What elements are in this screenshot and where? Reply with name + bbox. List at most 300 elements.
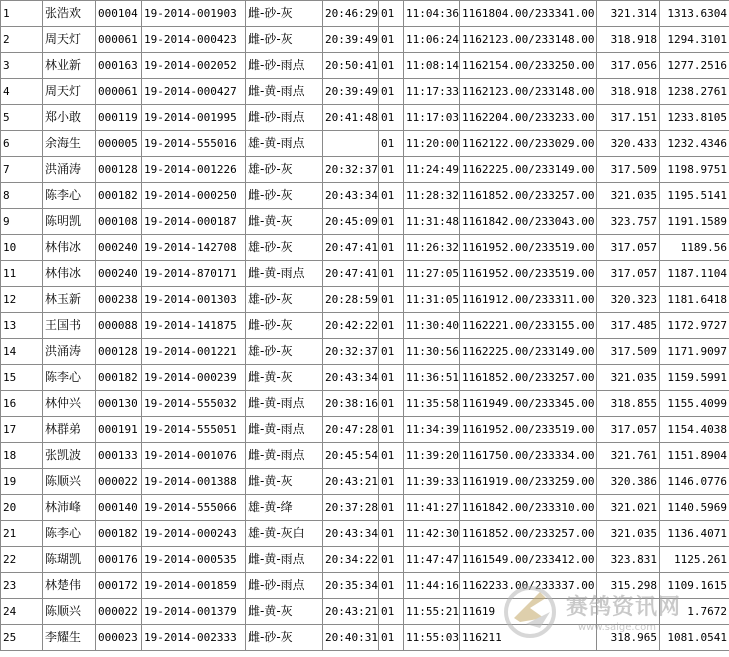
cell-owner-name: 郑小敢 [43,105,96,131]
cell-release-time: 20:40:31 [323,625,379,651]
cell-speed: 1233.8105 [660,105,729,131]
cell-arrival-time: 11:30:56 [404,339,460,365]
table-row [1,79,729,105]
cell-ring-number: 19-2014-002333 [142,625,246,651]
cell-ring-number: 19-2014-001303 [142,287,246,313]
cell-release-time: 20:47:41 [323,235,379,261]
cell-day: 01 [379,261,404,287]
cell-member-id: 000108 [96,209,142,235]
cell-speed: 1151.8904 [660,443,729,469]
cell-coordinates: 116211 [460,625,597,651]
cell-ring-number: 19-2014-001859 [142,573,246,599]
cell-owner-name: 周天灯 [43,27,96,53]
cell-arrival-time: 11:31:48 [404,209,460,235]
cell-member-id: 000140 [96,495,142,521]
table-row [1,209,729,235]
table-row [1,599,729,625]
cell-coordinates: 1161952.00/233519.00 [460,235,597,261]
cell-distance: 317.057 [597,235,660,261]
cell-speed: 1171.9097 [660,339,729,365]
cell-member-id: 000182 [96,365,142,391]
cell-member-id: 000238 [96,287,142,313]
cell-arrival-time: 11:04:36 [404,1,460,27]
cell-pigeon-color: 雌-黄-雨点 [246,391,323,417]
cell-distance: 317.056 [597,53,660,79]
cell-speed: 1191.1589 [660,209,729,235]
table-row [1,625,729,651]
cell-owner-name: 林楚伟 [43,573,96,599]
cell-owner-name: 陈李心 [43,365,96,391]
cell-rank: 17 [1,417,43,443]
cell-release-time: 20:47:41 [323,261,379,287]
cell-rank: 7 [1,157,43,183]
cell-day: 01 [379,287,404,313]
cell-rank: 19 [1,469,43,495]
cell-ring-number: 19-2014-000423 [142,27,246,53]
cell-distance: 321.314 [597,1,660,27]
cell-coordinates: 1162225.00/233149.00 [460,339,597,365]
table-row [1,469,729,495]
cell-rank: 13 [1,313,43,339]
cell-release-time: 20:43:21 [323,599,379,625]
cell-arrival-time: 11:34:39 [404,417,460,443]
cell-speed: 1146.0776 [660,469,729,495]
cell-rank: 24 [1,599,43,625]
cell-coordinates: 1162154.00/233250.00 [460,53,597,79]
cell-day: 01 [379,495,404,521]
cell-distance: 317.485 [597,313,660,339]
cell-ring-number: 19-2014-001221 [142,339,246,365]
cell-coordinates: 1162225.00/233149.00 [460,157,597,183]
cell-member-id: 000104 [96,1,142,27]
cell-owner-name: 陈李心 [43,521,96,547]
cell-day: 01 [379,235,404,261]
cell-distance [597,599,660,625]
cell-distance: 321.035 [597,183,660,209]
cell-release-time: 20:43:34 [323,521,379,547]
cell-day: 01 [379,131,404,157]
cell-speed: 1187.1104 [660,261,729,287]
table-body [1,1,729,651]
cell-arrival-time: 11:47:47 [404,547,460,573]
cell-rank: 8 [1,183,43,209]
cell-coordinates: 1161912.00/233311.00 [460,287,597,313]
cell-arrival-time: 11:08:14 [404,53,460,79]
cell-arrival-time: 11:30:40 [404,313,460,339]
cell-release-time: 20:38:16 [323,391,379,417]
cell-pigeon-color: 雌-砂-灰 [246,183,323,209]
cell-member-id: 000061 [96,79,142,105]
cell-member-id: 000182 [96,183,142,209]
cell-coordinates: 1162123.00/233148.00 [460,79,597,105]
cell-release-time: 20:41:48 [323,105,379,131]
cell-ring-number: 19-2014-000535 [142,547,246,573]
cell-release-time: 20:34:22 [323,547,379,573]
cell-ring-number: 19-2014-000187 [142,209,246,235]
table-row [1,521,729,547]
cell-day: 01 [379,573,404,599]
watermark-text: 赛鸽资讯网 [566,595,682,620]
cell-ring-number: 19-2014-000243 [142,521,246,547]
cell-speed: 1181.6418 [660,287,729,313]
cell-arrival-time: 11:39:33 [404,469,460,495]
cell-ring-number: 19-2014-870171 [142,261,246,287]
cell-pigeon-color: 雌-砂-灰 [246,625,323,651]
cell-pigeon-color: 雄-砂-灰 [246,157,323,183]
cell-member-id: 000023 [96,625,142,651]
cell-arrival-time: 11:17:03 [404,105,460,131]
cell-day: 01 [379,157,404,183]
cell-ring-number: 19-2014-555032 [142,391,246,417]
cell-arrival-time: 11:44:16 [404,573,460,599]
cell-day: 01 [379,27,404,53]
cell-speed: 1232.4346 [660,131,729,157]
cell-owner-name: 林仲兴 [43,391,96,417]
cell-pigeon-color: 雌-砂-灰 [246,1,323,27]
cell-owner-name: 陈李心 [43,183,96,209]
cell-coordinates: 1161852.00/233257.00 [460,365,597,391]
cell-ring-number: 19-2014-142708 [142,235,246,261]
cell-ring-number: 19-2014-001995 [142,105,246,131]
cell-arrival-time: 11:35:58 [404,391,460,417]
cell-member-id: 000022 [96,599,142,625]
cell-ring-number: 19-2014-000239 [142,365,246,391]
cell-member-id: 000128 [96,157,142,183]
cell-pigeon-color: 雄-黄-雨点 [246,131,323,157]
cell-speed: 1238.2761 [660,79,729,105]
cell-speed: 1172.9727 [660,313,729,339]
cell-distance: 317.057 [597,261,660,287]
cell-day: 01 [379,417,404,443]
table-row [1,261,729,287]
cell-coordinates: 1161852.00/233257.00 [460,183,597,209]
cell-pigeon-color: 雌-砂-雨点 [246,105,323,131]
cell-rank: 11 [1,261,43,287]
cell-speed: 1136.4071 [660,521,729,547]
table-row [1,573,729,599]
cell-member-id: 000182 [96,521,142,547]
cell-owner-name: 林玉新 [43,287,96,313]
cell-member-id: 000128 [96,339,142,365]
cell-day: 01 [379,53,404,79]
watermark-url: www.saige.com [578,622,656,633]
cell-distance: 318.918 [597,79,660,105]
cell-pigeon-color: 雄-黄-灰白 [246,521,323,547]
cell-distance: 321.021 [597,495,660,521]
cell-speed: 1313.6304 [660,1,729,27]
cell-member-id: 000176 [96,547,142,573]
cell-distance: 318.918 [597,27,660,53]
cell-arrival-time: 11:41:27 [404,495,460,521]
cell-ring-number: 19-2014-001388 [142,469,246,495]
cell-member-id: 000119 [96,105,142,131]
cell-arrival-time: 11:39:20 [404,443,460,469]
table-row [1,391,729,417]
cell-owner-name: 张浩欢 [43,1,96,27]
cell-ring-number: 19-2014-555066 [142,495,246,521]
cell-speed: 1277.2516 [660,53,729,79]
cell-speed: 1125.261 [660,547,729,573]
cell-owner-name: 林沛峰 [43,495,96,521]
cell-rank: 6 [1,131,43,157]
cell-day: 01 [379,547,404,573]
cell-speed: 1081.0541 [660,625,729,651]
cell-ring-number: 19-2014-001076 [142,443,246,469]
cell-rank: 3 [1,53,43,79]
cell-rank: 4 [1,79,43,105]
cell-owner-name: 陈顺兴 [43,469,96,495]
cell-distance: 317.151 [597,105,660,131]
cell-pigeon-color: 雌-黄-雨点 [246,443,323,469]
cell-coordinates: 1162123.00/233148.00 [460,27,597,53]
table-row [1,27,729,53]
table-row [1,1,729,27]
cell-rank: 18 [1,443,43,469]
table-row [1,547,729,573]
cell-rank: 10 [1,235,43,261]
cell-speed: 1154.4038 [660,417,729,443]
cell-rank: 12 [1,287,43,313]
cell-owner-name: 陈瑚凯 [43,547,96,573]
cell-owner-name: 王国书 [43,313,96,339]
cell-arrival-time: 11:42:30 [404,521,460,547]
table-row [1,365,729,391]
cell-distance: 315.298 [597,573,660,599]
table-row [1,131,729,157]
cell-release-time: 20:50:41 [323,53,379,79]
cell-arrival-time: 11:06:24 [404,27,460,53]
table-row [1,157,729,183]
cell-release-time: 20:32:37 [323,339,379,365]
cell-speed: 1155.4099 [660,391,729,417]
cell-pigeon-color: 雄-砂-灰 [246,287,323,313]
cell-member-id: 000191 [96,417,142,443]
cell-distance: 321.035 [597,521,660,547]
table-row [1,417,729,443]
cell-arrival-time: 11:31:05 [404,287,460,313]
cell-coordinates: 1161842.00/233310.00 [460,495,597,521]
cell-rank: 14 [1,339,43,365]
cell-member-id: 000163 [96,53,142,79]
cell-pigeon-color: 雌-黄-雨点 [246,261,323,287]
cell-rank: 20 [1,495,43,521]
table-row [1,235,729,261]
cell-member-id: 000061 [96,27,142,53]
cell-day: 01 [379,79,404,105]
cell-release-time: 20:35:34 [323,573,379,599]
cell-rank: 1 [1,1,43,27]
table-row [1,339,729,365]
cell-release-time: 20:39:49 [323,27,379,53]
cell-rank: 22 [1,547,43,573]
cell-rank: 21 [1,521,43,547]
cell-coordinates: 1162221.00/233155.00 [460,313,597,339]
cell-ring-number: 19-2014-000427 [142,79,246,105]
cell-speed: 1140.5969 [660,495,729,521]
cell-ring-number: 19-2014-001379 [142,599,246,625]
cell-arrival-time: 11:27:05 [404,261,460,287]
cell-arrival-time: 11:24:49 [404,157,460,183]
table-row [1,313,729,339]
cell-rank: 15 [1,365,43,391]
cell-coordinates: 1161949.00/233345.00 [460,391,597,417]
cell-arrival-time: 11:20:00 [404,131,460,157]
cell-speed: 1109.1615 [660,573,729,599]
cell-pigeon-color: 雌-黄-灰 [246,365,323,391]
cell-owner-name: 林伟冰 [43,235,96,261]
cell-ring-number: 19-2014-555016 [142,131,246,157]
cell-day: 01 [379,365,404,391]
table-row [1,183,729,209]
cell-rank: 5 [1,105,43,131]
cell-arrival-time: 11:26:32 [404,235,460,261]
cell-distance: 320.433 [597,131,660,157]
cell-release-time: 20:46:29 [323,1,379,27]
cell-ring-number: 19-2014-141875 [142,313,246,339]
cell-rank: 2 [1,27,43,53]
cell-owner-name: 张凯波 [43,443,96,469]
cell-release-time: 20:43:34 [323,365,379,391]
cell-day: 01 [379,105,404,131]
cell-owner-name: 李耀生 [43,625,96,651]
cell-ring-number: 19-2014-001903 [142,1,246,27]
cell-pigeon-color: 雌-黄-雨点 [246,79,323,105]
cell-day: 01 [379,599,404,625]
cell-arrival-time: 11:28:32 [404,183,460,209]
cell-owner-name: 余海生 [43,131,96,157]
cell-member-id: 000240 [96,261,142,287]
table-row [1,105,729,131]
cell-arrival-time: 11:17:33 [404,79,460,105]
cell-speed: 1195.5141 [660,183,729,209]
cell-distance: 318.855 [597,391,660,417]
cell-member-id: 000022 [96,469,142,495]
cell-day: 01 [379,209,404,235]
cell-coordinates: 1161842.00/233043.00 [460,209,597,235]
cell-distance: 317.509 [597,157,660,183]
cell-release-time: 20:45:54 [323,443,379,469]
cell-distance: 323.831 [597,547,660,573]
cell-coordinates: 11619 [460,599,597,625]
cell-rank: 16 [1,391,43,417]
cell-pigeon-color: 雌-黄-灰 [246,469,323,495]
cell-coordinates: 1161952.00/233519.00 [460,417,597,443]
cell-distance: 321.035 [597,365,660,391]
cell-owner-name: 周天灯 [43,79,96,105]
cell-pigeon-color: 雌-砂-雨点 [246,53,323,79]
cell-rank: 9 [1,209,43,235]
cell-rank: 23 [1,573,43,599]
cell-day: 01 [379,1,404,27]
cell-coordinates: 1161919.00/233259.00 [460,469,597,495]
cell-member-id: 000088 [96,313,142,339]
cell-release-time [323,131,379,157]
cell-pigeon-color: 雌-黄-雨点 [246,417,323,443]
cell-distance: 320.386 [597,469,660,495]
cell-pigeon-color: 雌-黄-灰 [246,209,323,235]
cell-speed: 1159.5991 [660,365,729,391]
cell-day: 01 [379,625,404,651]
cell-distance: 323.757 [597,209,660,235]
cell-member-id: 000133 [96,443,142,469]
cell-owner-name: 林伟冰 [43,261,96,287]
cell-coordinates: 1161804.00/233341.00 [460,1,597,27]
cell-release-time: 20:45:09 [323,209,379,235]
cell-day: 01 [379,443,404,469]
cell-member-id: 000172 [96,573,142,599]
cell-pigeon-color: 雌-砂-灰 [246,313,323,339]
cell-coordinates: 1161852.00/233257.00 [460,521,597,547]
cell-owner-name: 林业新 [43,53,96,79]
cell-member-id: 000005 [96,131,142,157]
cell-day: 01 [379,469,404,495]
cell-coordinates: 1162233.00/233337.00 [460,573,597,599]
cell-pigeon-color: 雄-砂-灰 [246,235,323,261]
table-row [1,443,729,469]
cell-member-id: 000240 [96,235,142,261]
cell-day: 01 [379,313,404,339]
cell-coordinates: 1162122.00/233029.00 [460,131,597,157]
cell-member-id: 000130 [96,391,142,417]
cell-release-time: 20:39:49 [323,79,379,105]
cell-release-time: 20:37:28 [323,495,379,521]
cell-distance: 317.509 [597,339,660,365]
cell-ring-number: 19-2014-002052 [142,53,246,79]
cell-ring-number: 19-2014-000250 [142,183,246,209]
cell-day: 01 [379,339,404,365]
table-row [1,287,729,313]
cell-speed: 1294.3101 [660,27,729,53]
cell-pigeon-color: 雄-黄-绛 [246,495,323,521]
cell-coordinates: 1161549.00/233412.00 [460,547,597,573]
cell-ring-number: 19-2014-555051 [142,417,246,443]
cell-coordinates: 1161750.00/233334.00 [460,443,597,469]
cell-owner-name: 洪涌涛 [43,157,96,183]
cell-speed: 1198.9751 [660,157,729,183]
cell-release-time: 20:43:21 [323,469,379,495]
cell-speed: 1189.56 [660,235,729,261]
cell-release-time: 20:43:34 [323,183,379,209]
cell-pigeon-color: 雌-黄-灰 [246,599,323,625]
cell-owner-name: 陈顺兴 [43,599,96,625]
cell-speed: 1.7672 [660,599,729,625]
cell-pigeon-color: 雌-砂-雨点 [246,573,323,599]
cell-distance: 318.965 [597,625,660,651]
cell-pigeon-color: 雌-砂-灰 [246,27,323,53]
cell-release-time: 20:28:59 [323,287,379,313]
cell-coordinates: 1162204.00/233233.00 [460,105,597,131]
cell-release-time: 20:42:22 [323,313,379,339]
cell-owner-name: 陈明凯 [43,209,96,235]
table-row [1,495,729,521]
cell-day: 01 [379,183,404,209]
cell-pigeon-color: 雌-黄-雨点 [246,547,323,573]
cell-owner-name: 洪涌涛 [43,339,96,365]
cell-release-time: 20:47:28 [323,417,379,443]
cell-arrival-time: 11:55:03 [404,625,460,651]
table-row [1,53,729,79]
cell-distance: 321.761 [597,443,660,469]
cell-arrival-time: 11:36:51 [404,365,460,391]
cell-owner-name: 林群弟 [43,417,96,443]
cell-pigeon-color: 雄-砂-灰 [246,339,323,365]
cell-arrival-time: 11:55:21 [404,599,460,625]
cell-day: 01 [379,391,404,417]
cell-coordinates: 1161952.00/233519.00 [460,261,597,287]
cell-distance: 320.323 [597,287,660,313]
cell-distance: 317.057 [597,417,660,443]
cell-day: 01 [379,521,404,547]
